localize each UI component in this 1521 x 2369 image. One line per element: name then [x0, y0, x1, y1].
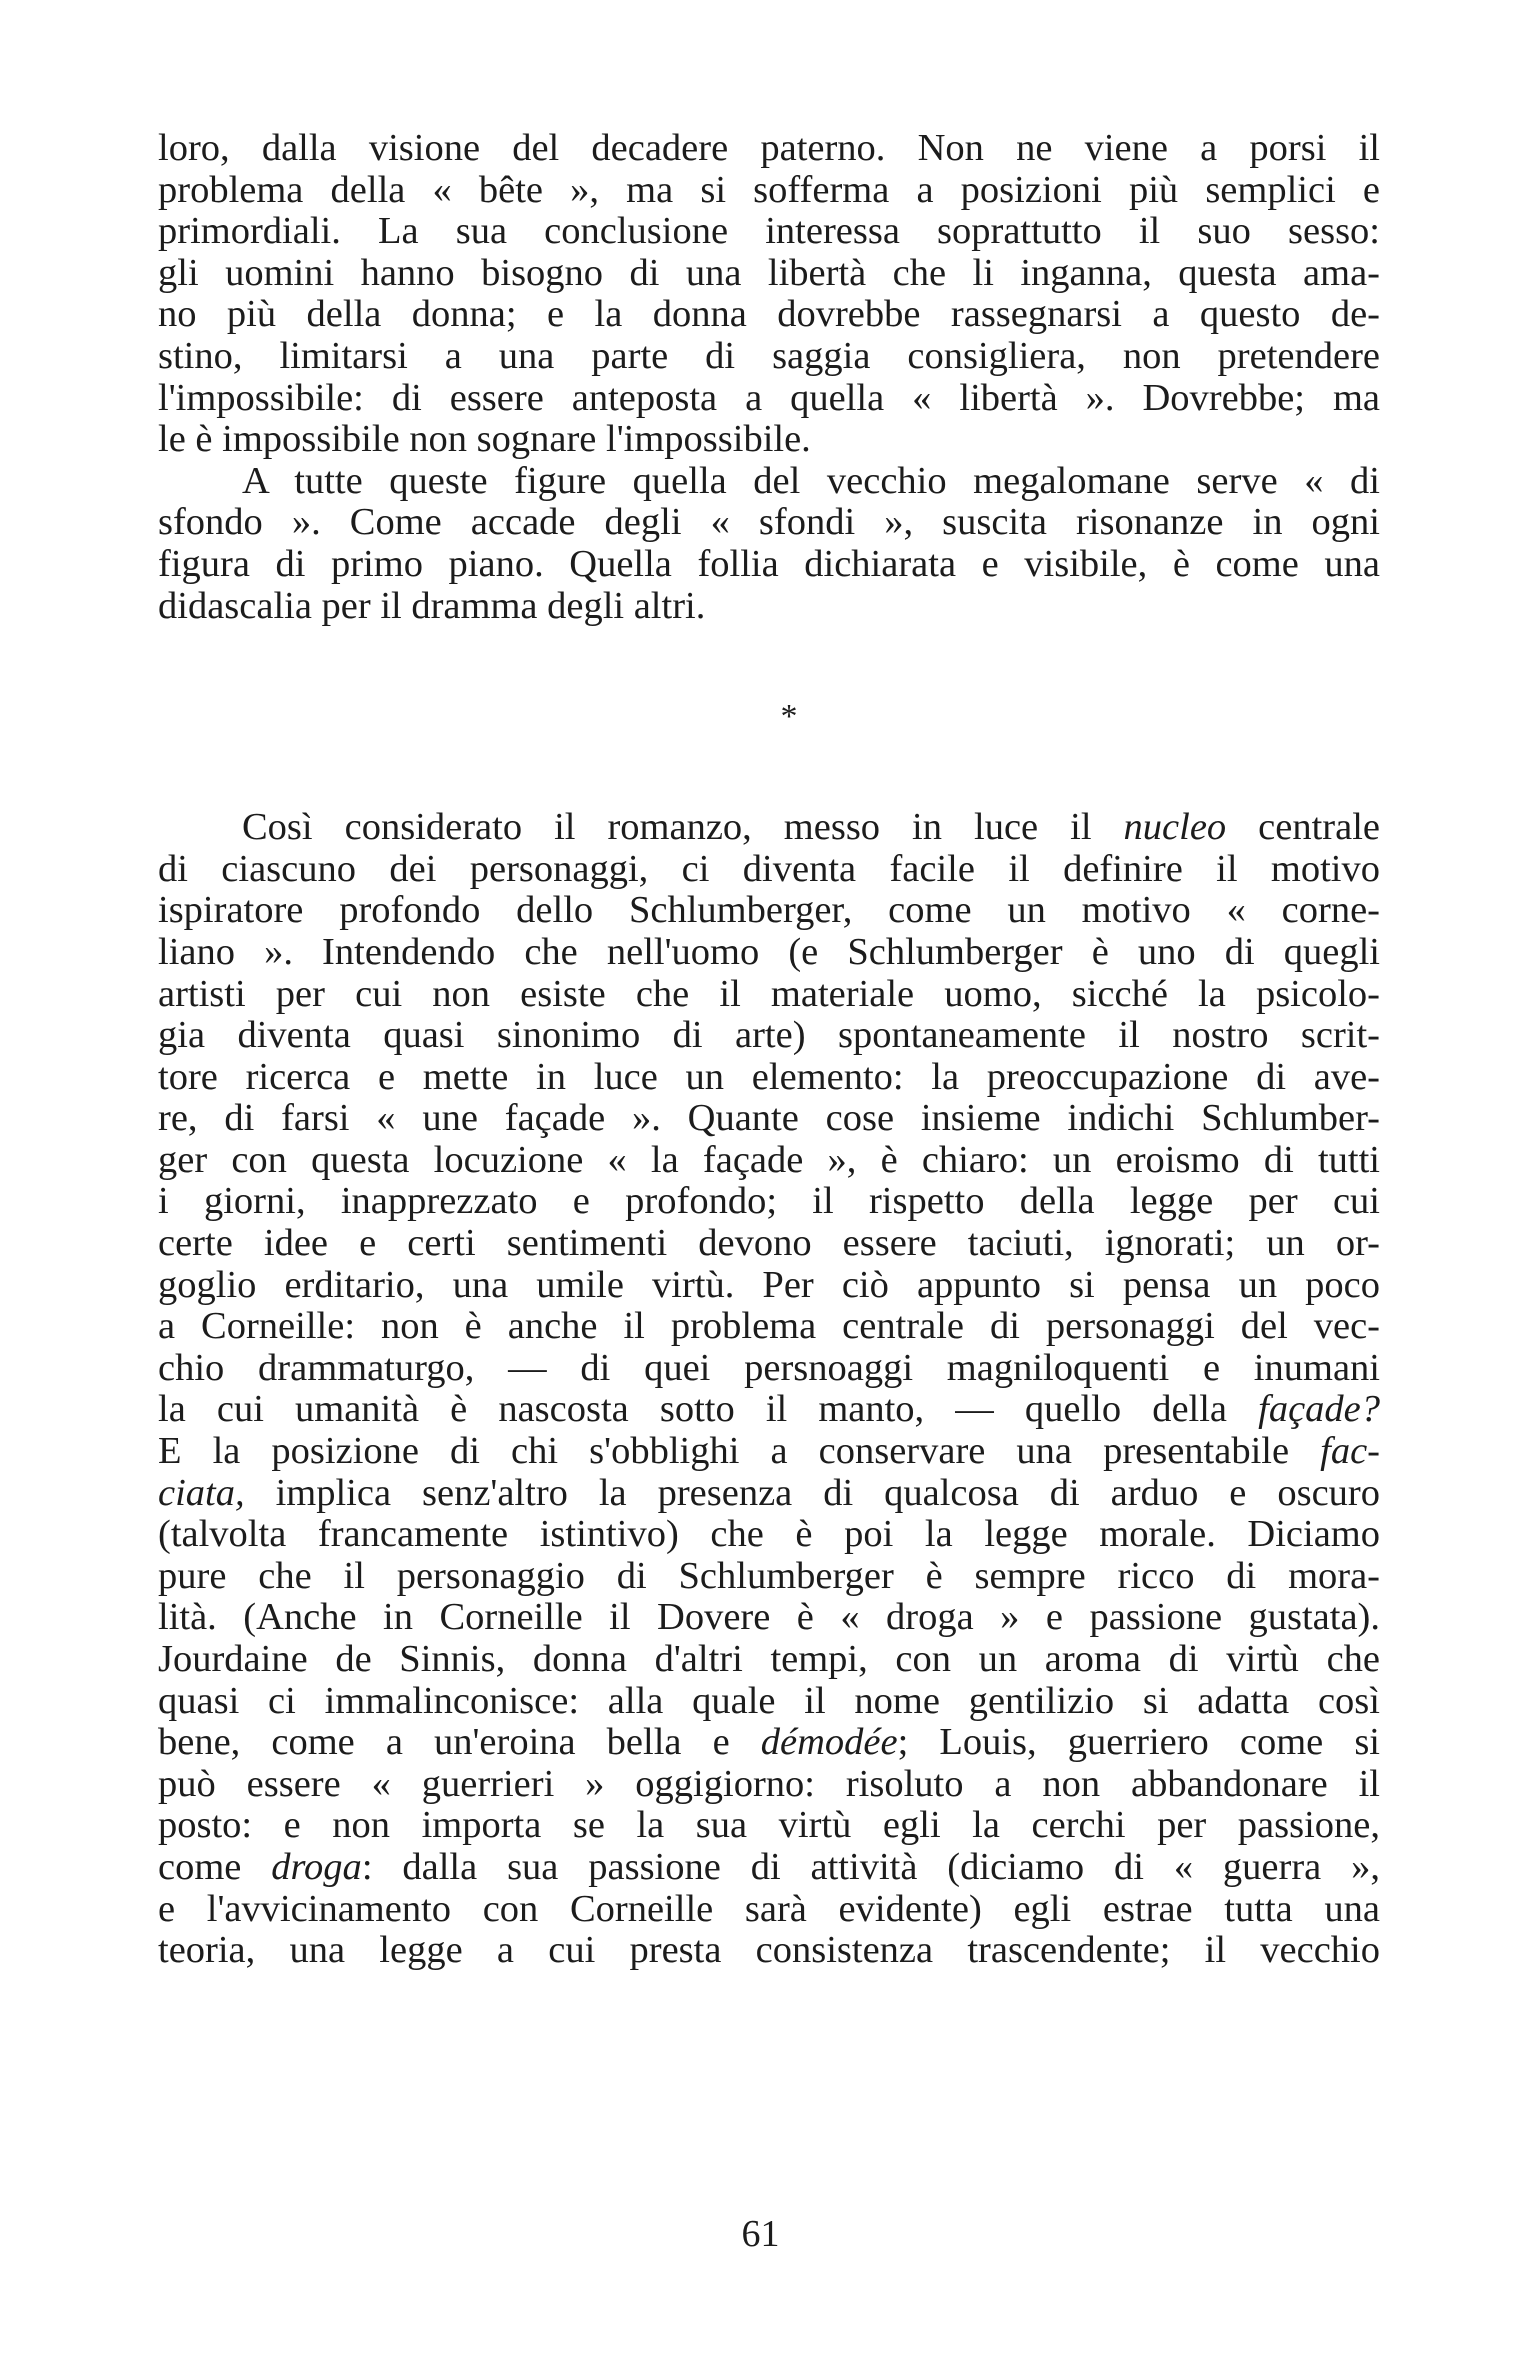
text-line: lità. (Anche in Corneille il Dovere è « droga » e passione gustata).	[158, 1596, 1380, 1639]
text-line: problema della « bête », ma si sofferma a posizioni più semplici e	[158, 168, 1380, 211]
page-body	[158, 128, 1380, 1972]
text-line: l'impossibile: di essere anteposta a quella « libertà ». Dovrebbe; ma	[158, 376, 1380, 419]
text-line: primordiali. La sua conclusione interessa soprattutto il suo sesso:	[158, 210, 1380, 253]
text-line: quasi ci immalinconisce: alla quale il nome gentilizio si adatta così	[158, 1679, 1380, 1722]
italic-word: démodée	[760, 1721, 898, 1764]
text-line: Jourdaine de Sinnis, donna d'altri tempi, con un aroma di virtù che	[158, 1638, 1380, 1680]
text-line: didascalia per il dramma degli altri.	[158, 584, 706, 627]
text-line: a Corneille: non è anche il problema centrale di personaggi del vec-	[158, 1305, 1380, 1348]
italic-word: fac-	[1320, 1430, 1380, 1473]
text-line: gia diventa quasi sinonimo di arte) spontaneamente il nostro scrit-	[158, 1014, 1380, 1057]
text-line: le è impossibile non sognare l'impossibile.	[158, 418, 811, 461]
paragraph-2	[158, 461, 1380, 627]
text-line: no più della donna; e la donna dovrebbe rassegnarsi a questo de-	[158, 293, 1380, 336]
text-line: (talvolta francamente istintivo) che è poi la legge morale. Diciamo	[158, 1513, 1380, 1556]
text-line: gli uomini hanno bisogno di una libertà che li inganna, questa ama-	[158, 251, 1380, 294]
italic-word: droga	[271, 1845, 362, 1888]
text-line: teoria, una legge a cui presta consistenza trascendente; il vecchio	[158, 1929, 1380, 1972]
text-line: e l'avvicinamento con Corneille sarà evidente) egli estrae tutta una	[158, 1887, 1380, 1930]
text-line: i giorni, inapprezzato e profondo; il rispetto della legge per cui	[158, 1180, 1380, 1223]
text-line: E la posizione di chi s'obblighi a conservare una presentabile fac-	[158, 1430, 1380, 1473]
text-line: pure che il personaggio di Schlumberger è sempre ricco di mora-	[158, 1554, 1380, 1597]
italic-word: nucleo	[1123, 806, 1227, 849]
text-line: goglio erditario, una umile virtù. Per ciò appunto si pensa un poco	[158, 1263, 1380, 1306]
text-line: ispiratore profondo dello Schlumberger, come un motivo « corne-	[158, 889, 1380, 932]
text-line: chio drammaturgo, — di quei persnoaggi magniloquenti e inumani	[158, 1346, 1380, 1389]
text-line: la cui umanità è nascosta sotto il manto, — quello della façade?	[158, 1388, 1380, 1431]
text-line: può essere « guerrieri » oggigiorno: risoluto a non abbandonare il	[158, 1762, 1380, 1805]
text-line: A tutte queste figure quella del vecchio megalomane serve « di	[242, 459, 1380, 502]
italic-word: ciata,	[158, 1471, 245, 1514]
paragraph-3	[158, 807, 1380, 1972]
text-line: loro, dalla visione del decadere paterno. Non ne viene a porsi il	[158, 127, 1380, 169]
section-separator: *	[780, 698, 798, 736]
text-line: come droga: dalla sua passione di attività (diciamo di « guerra »,	[158, 1845, 1380, 1888]
text-line: stino, limitarsi a una parte di saggia consigliera, non pretendere	[158, 334, 1380, 377]
text-line: di ciascuno dei personaggi, ci diventa facile il definire il motivo	[158, 847, 1380, 890]
text-line: ger con questa locuzione « la façade », è chiaro: un eroismo di tutti	[158, 1138, 1380, 1181]
text-line: bene, come a un'eroina bella e démodée; Louis, guerriero come si	[158, 1721, 1380, 1764]
text-line: re, di farsi « une façade ». Quante cose insieme indichi Schlumber-	[158, 1097, 1380, 1140]
text-line: sfondo ». Come accade degli « sfondi », suscita risonanze in ogni	[158, 501, 1380, 544]
text-line: Così considerato il romanzo, messo in luce il nucleo centrale	[242, 806, 1380, 849]
text-line: certe idee e certi sentimenti devono essere taciuti, ignorati; un or-	[158, 1222, 1380, 1265]
page-number: 61	[741, 2213, 780, 2255]
text-line: liano ». Intendendo che nell'uomo (e Schlumberger è uno di quegli	[158, 930, 1380, 973]
text-line: artisti per cui non esiste che il materiale uomo, sicché la psicolo-	[158, 972, 1380, 1015]
text-line: posto: e non importa se la sua virtù egli la cerchi per passione,	[158, 1804, 1380, 1847]
text-line: ciata, implica senz'altro la presenza di qualcosa di arduo e oscuro	[158, 1471, 1380, 1514]
italic-word: façade?	[1258, 1388, 1380, 1431]
text-line: figura di primo piano. Quella follia dichiarata e visibile, è come una	[158, 542, 1380, 585]
paragraph-1	[158, 128, 1380, 461]
text-line: tore ricerca e mette in luce un elemento: la preoccupazione di ave-	[158, 1055, 1380, 1098]
